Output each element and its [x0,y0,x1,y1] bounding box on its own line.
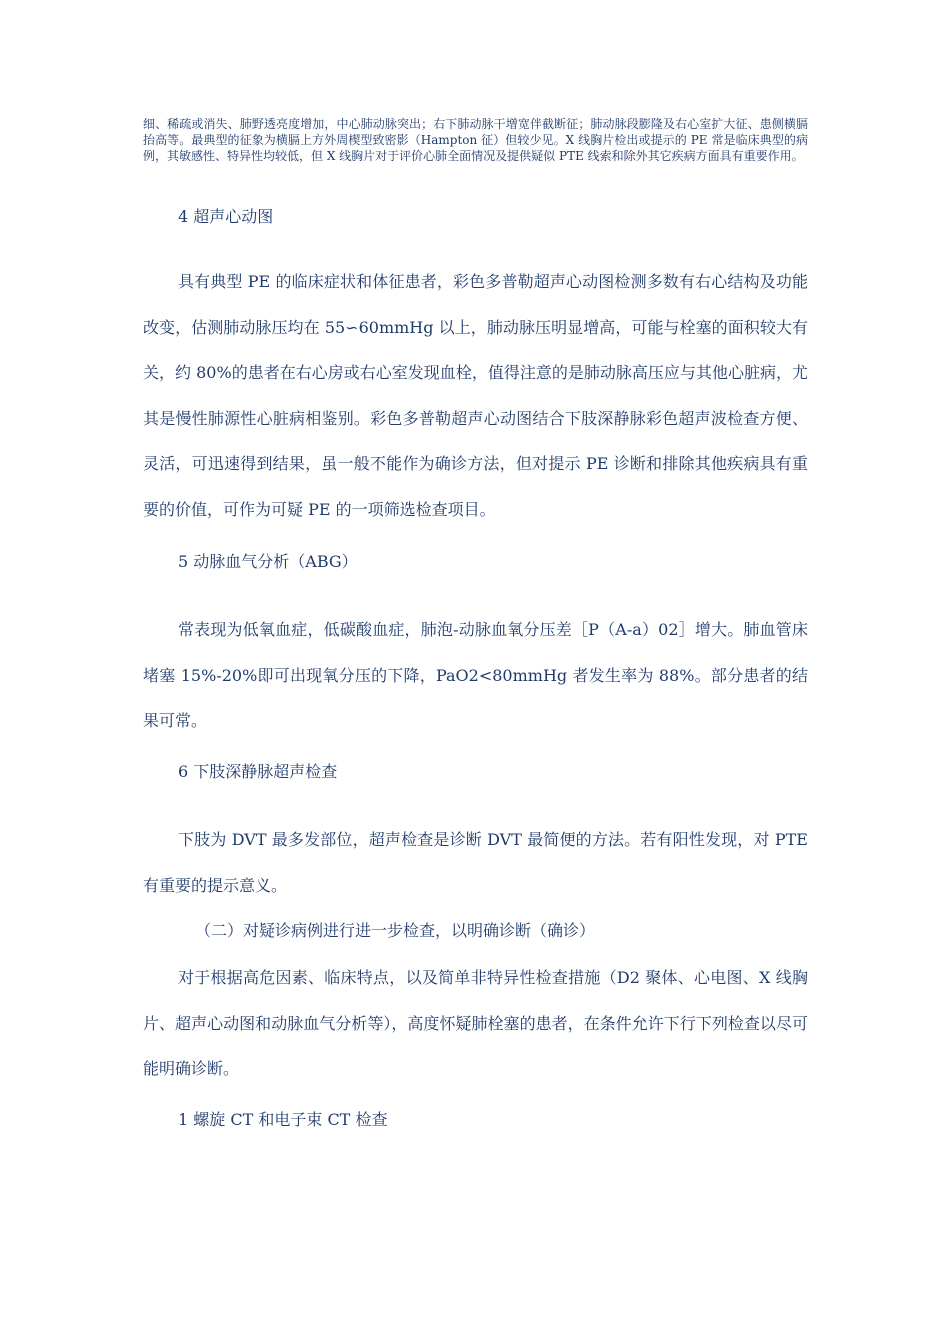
section4-paragraph: 具有典型 PE 的临床症状和体征患者，彩色多普勒超声心动图检测多数有右心结构及功能改变，估测肺动脉压均在 55∽60mmHg 以上，肺动脉压明显增高，可能与栓塞的面积较大有关，约 80%的患者在右心房或右心室发现血栓，值得注意的是肺动脉高压应与其他心脏病，尤其是慢性肺源性心脏病相鉴别。彩色多普勒超声心动图结合下肢深静脉彩色超声波检查方便、灵活，可迅速得到结果，虽一般不能作为确诊方法，但对提示 PE 诊断和排除其他疾病具有重要的价值，可作为可疑 PE 的一项筛选检查项目。 [143,272,808,519]
part2-heading: （二）对疑诊病例进行进一步检查，以明确诊断（确诊） [195,921,596,940]
part2-paragraph: 对于根据高危因素、临床特点，以及简单非特异性检查措施（D2 聚体、心电图、X 线胸片、超声心动图和动脉血气分析等），高度怀疑肺栓塞的患者，在条件允许下行下列检查以尽可能明确诊断。 [143,968,808,1079]
intro-paragraph: 细、稀疏或消失、肺野透亮度增加，中心肺动脉突出；右下肺动脉干增宽伴截断征；肺动脉段膨隆及右心室扩大征、患侧横膈抬高等。最典型的征象为横膈上方外周楔型致密影（Hampton 征）但较少见。X 线胸片检出或提示的 PE 常是临床典型的病例，其敏感性、特异性均较低，但 X 线胸片对于评价心肺全面情况及提供疑似 PTE 线索和除外其它疾病方面具有重要作用。 [143,117,808,163]
section6-heading: 6 下肢深静脉超声检查 [178,762,338,781]
section6-paragraph: 下肢为 DVT 最多发部位，超声检查是诊断 DVT 最简便的方法。若有阳性发现，对 PTE 有重要的提示意义。 [143,830,808,895]
section5-paragraph: 常表现为低氧血症，低碳酸血症，肺泡-动脉血氧分压差［P（A-a）02］增大。肺血管床堵塞 15%-20%即可出现氧分压的下降，PaO2<80mmHg 者发生率为 88%。部分患者的结果可常。 [143,620,808,731]
section1-heading: 1 螺旋 CT 和电子束 CT 检查 [178,1110,388,1129]
section5-heading: 5 动脉血气分析（ABG） [178,552,358,571]
section4-heading: 4 超声心动图 [178,207,274,226]
